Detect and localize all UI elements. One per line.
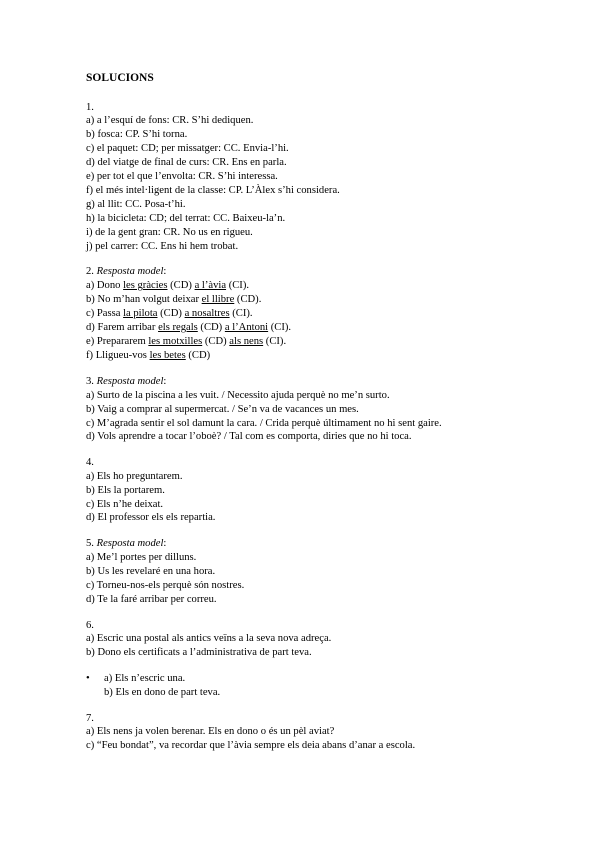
underlined-cd: la pilota	[123, 308, 158, 320]
underlined-ci: a l’Antoni	[224, 322, 269, 334]
heading-colon: :	[163, 266, 167, 278]
answer-text: (CD)	[185, 349, 211, 361]
answer-line: d) Te la faré arribar per correu.	[86, 593, 217, 605]
section-1	[86, 101, 566, 253]
answer-line: a) Surto de la piscina a les vuit. / Necessito ajuda perquè no me’n surto.	[86, 389, 390, 401]
answer-line: a) Escric una postal als antics veïns a la seva nova adreça.	[86, 633, 332, 645]
section-6	[86, 619, 566, 660]
section-heading	[86, 265, 566, 279]
answer-line: c) Torneu-nos-els perquè són nostres.	[86, 580, 245, 592]
answer-text: (CI).	[268, 322, 292, 334]
answer-text: (CI).	[226, 280, 249, 292]
answer-text: f) Lligueu-vos	[86, 349, 150, 361]
answer-line: b) Us les revelaré en una hora.	[86, 566, 216, 578]
section-number: 1.	[86, 102, 94, 113]
answer-line: d) del viatge de final de curs: CR. Ens en parla.	[86, 157, 287, 169]
underlined-ci: als nens	[229, 335, 264, 347]
answer-line: d) Vols aprendre a tocar l’oboè? / Tal com es comporta, diries que no hi toca.	[86, 431, 412, 443]
answer-text: e) Prepararem	[86, 335, 149, 347]
answer-line: b) Vaig a comprar al supermercat. / Se’n va de vacances un mes.	[86, 403, 359, 415]
model-answer-label: Resposta model	[96, 538, 164, 550]
answer-line: b) Els la portarem.	[86, 484, 165, 496]
underlined-cd: les betes	[149, 349, 186, 361]
bullet-icon: •	[86, 673, 90, 685]
answer-line: c) M’agrada sentir el sol damunt la cara. / Crida perquè últimament no hi sent gaire.	[86, 417, 442, 429]
section-number: 2.	[86, 266, 94, 278]
underlined-cd: les gràcies	[123, 280, 168, 292]
bulleted-answers	[86, 672, 566, 700]
answer-line: g) al llit: CC. Posa-t’hi.	[86, 198, 186, 210]
model-answer-label: Resposta model	[96, 266, 164, 278]
answer-line	[86, 279, 566, 293]
answer-line: d) El professor els els repartia.	[86, 512, 216, 524]
answer-line: a) a l’esquí de fons: CR. S’hi dediquen.	[86, 115, 254, 127]
model-answer-label: Resposta model	[96, 375, 164, 387]
underlined-cd: les motxilles	[148, 335, 203, 347]
section-number: 7.	[86, 712, 94, 724]
answer-line: a) Els ho preguntarem.	[86, 470, 183, 482]
section-4	[86, 456, 566, 525]
answer-text: b) No m’han volgut deixar	[86, 294, 202, 306]
answer-line: b) Els en dono de part teva.	[104, 686, 221, 698]
section-number: 3.	[86, 375, 94, 387]
underlined-cd: els regals	[158, 322, 198, 334]
answer-line	[86, 349, 566, 363]
answer-line: e) per tot el que l’envolta: CR. S’hi interessa.	[86, 171, 278, 183]
answer-line	[86, 307, 566, 321]
answer-text: (CD)	[202, 335, 230, 347]
answer-text: (CD)	[157, 308, 185, 320]
answer-line: h) la bicicleta: CD; del terrat: CC. Baixeu-la’n.	[86, 212, 286, 224]
answer-line: i) de la gent gran: CR. No us en rigueu.	[86, 226, 253, 238]
section-number: 5.	[86, 538, 94, 550]
section-heading	[86, 375, 566, 389]
section-number: 6.	[86, 619, 94, 631]
answer-line: f) el més intel·ligent de la classe: CP. L’Àlex s’hi considera.	[86, 184, 340, 196]
section-7	[86, 712, 566, 753]
section-number: 4.	[86, 457, 94, 469]
underlined-ci: a l’àvia	[194, 280, 227, 292]
section-3	[86, 375, 566, 445]
answer-text: d) Farem arribar	[86, 322, 159, 334]
answer-line: c) Els n’he deixat.	[86, 498, 164, 510]
answer-line	[86, 293, 566, 307]
answer-text: c) Passa	[86, 308, 124, 320]
answer-line: c) “Feu bondat”, va recordar que l’àvia sempre els deia abans d’anar a escola.	[86, 740, 416, 752]
answer-text: (CD).	[234, 294, 262, 306]
answer-text: (CI).	[263, 335, 287, 347]
answer-line	[86, 335, 566, 349]
bullet-lines	[86, 672, 566, 700]
section-2	[86, 265, 566, 362]
answer-line: a) Me’l portes per dilluns.	[86, 552, 197, 564]
heading-colon: :	[163, 375, 167, 387]
document-title: SOLUCIONS	[86, 72, 154, 84]
answer-line: b) Dono els certificats a l’administrativa de part teva.	[86, 647, 312, 659]
document-page	[86, 72, 566, 765]
answer-text: a) Dono	[86, 280, 124, 292]
section-5	[86, 537, 566, 607]
underlined-cd: el llibre	[201, 294, 235, 306]
heading-colon: :	[163, 538, 167, 550]
answer-line: a) Els n’escric una.	[104, 673, 186, 685]
answer-line: b) fosca: CP. S’hi torna.	[86, 129, 188, 141]
answer-text: (CI).	[229, 308, 253, 320]
answer-line: a) Els nens ja volen berenar. Els en dono o és un pèl aviat?	[86, 726, 335, 738]
answer-line	[86, 321, 566, 335]
answer-text: (CD)	[197, 322, 225, 334]
answer-line: j) pel carrer: CC. Ens hi hem trobat.	[86, 240, 239, 252]
section-heading	[86, 537, 566, 551]
underlined-ci: a nosaltres	[184, 308, 230, 320]
answer-line: c) el paquet: CD; per missatger: CC. Envia-l’hi.	[86, 143, 289, 155]
answer-text: (CD)	[167, 280, 195, 292]
